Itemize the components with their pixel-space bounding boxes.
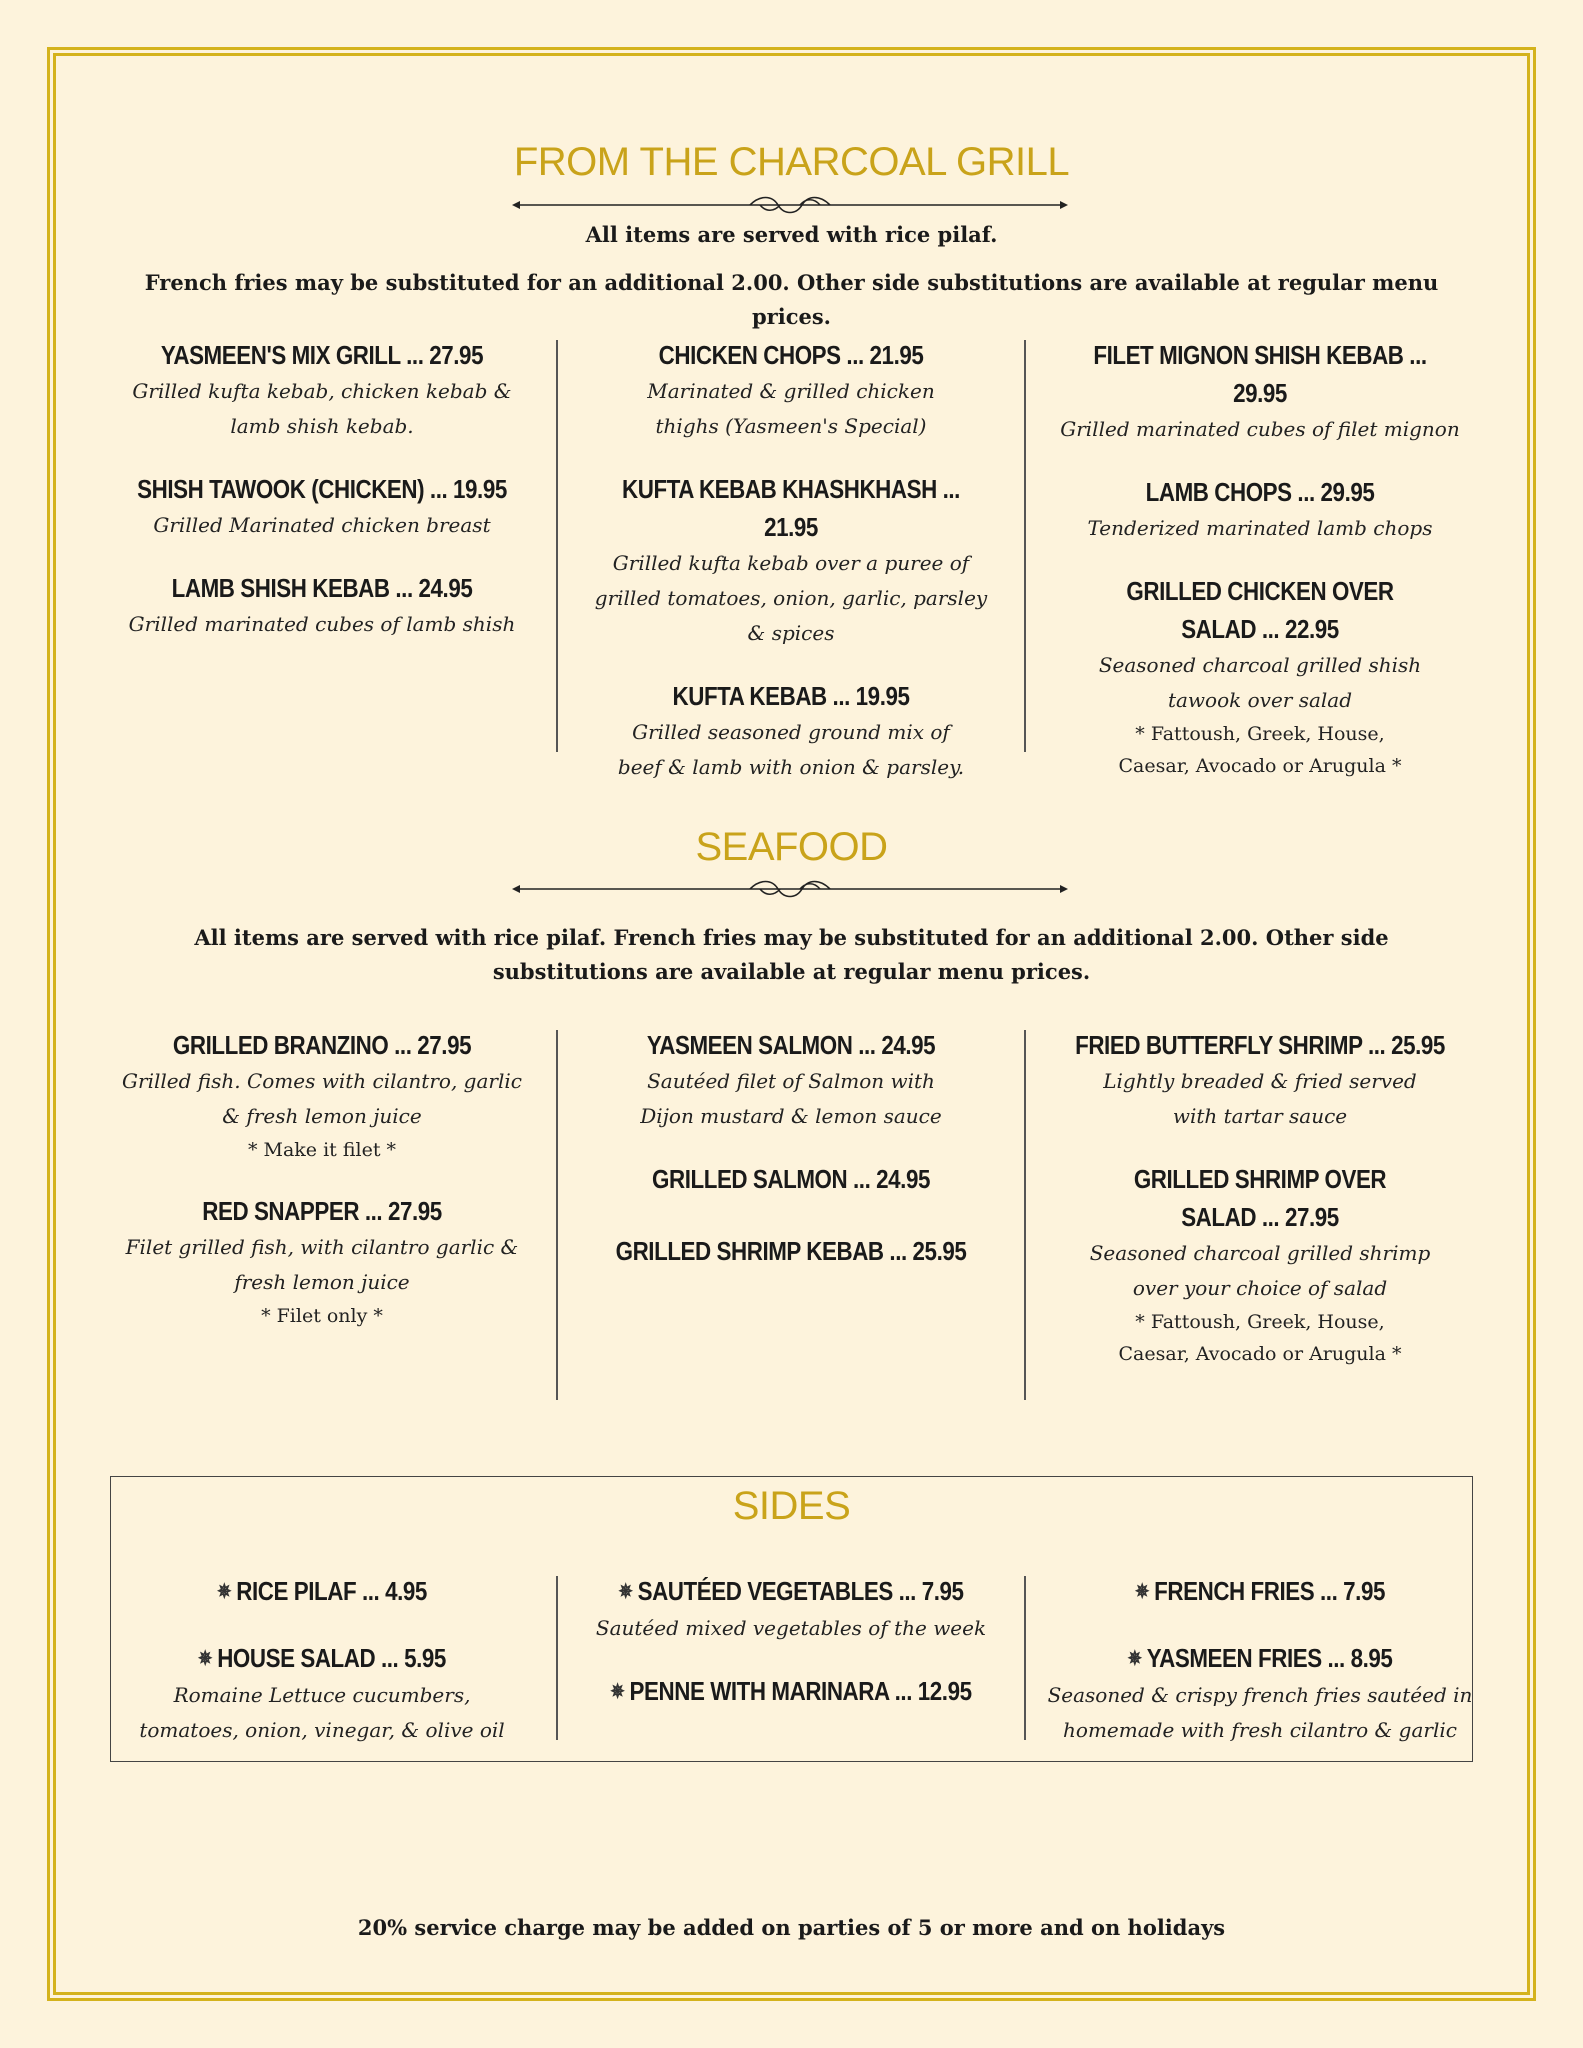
seafood-note: All items are served with rice pilaf. French fries may be substituted for an additional 2.00. Other side substitutions are available at regular menu prices.: [194, 925, 1389, 984]
seafood-column-1: [102, 1026, 542, 1358]
star-bullet-icon: ✵: [618, 1581, 633, 1603]
menu-item: [1040, 1026, 1480, 1134]
item-name: ✵ SAUTÉED VEGETABLES ... 7.95: [602, 1572, 980, 1611]
menu-item: [102, 1639, 542, 1748]
menu-item: [571, 677, 1011, 785]
item-desc: Romaine Lettuce cucumbers, tomatoes, onion, vinegar, & olive oil: [139, 1683, 505, 1742]
section-title-sides: SIDES: [732, 1484, 851, 1528]
item-name: YASMEEN'S MIX GRILL ... 27.95: [160, 340, 484, 370]
item-desc: Grilled kufta kebab over a puree of grilled tomatoes, onion, garlic, parsley & spices: [594, 551, 988, 645]
menu-item: [571, 1160, 1011, 1198]
item-desc: Grilled marinated cubes of lamb shish: [128, 612, 516, 636]
item-name: ✵ RICE PILAF ... 4.95: [133, 1572, 511, 1611]
item-name: SHISH TAWOOK (CHICKEN) ... 19.95: [137, 474, 507, 504]
divider-ornament-icon: [510, 192, 1070, 218]
item-desc: Grilled marinated cubes of filet mignon: [1060, 417, 1460, 441]
menu-item: [571, 1572, 1011, 1646]
seafood-column-3: [1040, 1026, 1480, 1396]
item-name: YASMEEN SALMON ... 24.95: [646, 1030, 936, 1060]
item-name: GRILLED SHRIMP KEBAB ... 25.95: [615, 1236, 967, 1266]
menu-item: [102, 1026, 542, 1166]
item-name: LAMB CHOPS ... 29.95: [1145, 477, 1375, 507]
item-name: RED SNAPPER ... 27.95: [202, 1196, 442, 1226]
column-divider: [1024, 1576, 1026, 1740]
menu-item: [102, 1572, 542, 1611]
item-desc: Grilled kufta kebab, chicken kebab & lamb shish kebab.: [132, 379, 512, 438]
section-title-grill: FROM THE CHARCOAL GRILL: [513, 140, 1070, 184]
menu-item: [1040, 336, 1480, 447]
grill-column-3: [1040, 336, 1480, 808]
item-name: ✵ YASMEEN FRIES ... 8.95: [1071, 1639, 1449, 1678]
item-name: ✵ PENNE WITH MARINARA ... 12.95: [602, 1672, 980, 1711]
menu-item: [102, 336, 542, 444]
item-desc: Seasoned & crispy french fries sautéed in homemade with fresh cilantro & garlic: [1047, 1683, 1473, 1742]
sides-column-2: [571, 1572, 1011, 1737]
menu-item: [102, 569, 542, 642]
item-desc: Filet grilled fish, with cilantro garlic & fresh lemon juice: [125, 1235, 519, 1294]
item-note: * Make it filet *: [247, 1139, 397, 1161]
star-bullet-icon: ✵: [1127, 1648, 1142, 1670]
menu-item: [1040, 1572, 1480, 1611]
star-bullet-icon: ✵: [217, 1581, 232, 1603]
menu-item: [571, 470, 1011, 651]
menu-item: [571, 336, 1011, 444]
item-name: KUFTA KEBAB ... 19.95: [672, 681, 910, 711]
column-divider: [1024, 340, 1026, 752]
column-divider: [556, 1030, 558, 1400]
item-name: GRILLED BRANZINO ... 27.95: [172, 1030, 472, 1060]
item-note: * Fattoush, Greek, House, Caesar, Avocado or Arugula *: [1118, 1311, 1402, 1365]
column-divider: [1024, 1030, 1026, 1400]
item-name: GRILLED CHICKEN OVER SALAD ... 22.95: [1126, 576, 1394, 644]
item-name: KUFTA KEBAB KHASHKHASH ... 21.95: [622, 474, 960, 542]
column-divider: [556, 1576, 558, 1740]
sides-column-1: [102, 1572, 542, 1774]
item-desc: Sautéed filet of Salmon with Dijon mustard & lemon sauce: [640, 1069, 942, 1128]
grill-note-1: All items are served with rice pilaf.: [585, 222, 998, 247]
menu-item: [571, 1026, 1011, 1134]
item-desc: Marinated & grilled chicken thighs (Yasmeen's Special): [647, 379, 935, 438]
item-name: ✵ FRENCH FRIES ... 7.95: [1071, 1572, 1449, 1611]
section-title-seafood: SEAFOOD: [695, 825, 888, 869]
item-desc: Tenderized marinated lamb chops: [1087, 516, 1433, 540]
item-name: GRILLED SALMON ... 24.95: [652, 1164, 930, 1194]
star-bullet-icon: ✵: [1135, 1581, 1150, 1603]
star-bullet-icon: ✵: [198, 1648, 213, 1670]
item-desc: Seasoned charcoal grilled shrimp over your choice of salad: [1089, 1241, 1431, 1300]
item-note: * Filet only *: [261, 1305, 383, 1327]
star-bullet-icon: ✵: [610, 1681, 625, 1703]
item-name: FRIED BUTTERFLY SHRIMP ... 25.95: [1075, 1030, 1445, 1060]
grill-column-1: [102, 336, 542, 668]
item-name: CHICKEN CHOPS ... 21.95: [658, 340, 924, 370]
divider-ornament-icon: [510, 876, 1070, 902]
grill-note-2: French fries may be substituted for an additional 2.00. Other side substitutions are available at regular menu prices.: [144, 270, 1439, 329]
item-name: ✵ HOUSE SALAD ... 5.95: [133, 1639, 511, 1678]
item-name: GRILLED SHRIMP OVER SALAD ... 27.95: [1133, 1164, 1387, 1232]
item-name: LAMB SHISH KEBAB ... 24.95: [171, 573, 473, 603]
seafood-column-2: [571, 1026, 1011, 1296]
item-desc: Grilled Marinated chicken breast: [153, 513, 491, 537]
menu-item: [102, 470, 542, 543]
item-desc: Sautéed mixed vegetables of the week: [595, 1616, 987, 1640]
column-divider: [556, 340, 558, 752]
item-note: * Fattoush, Greek, House, Caesar, Avocado or Arugula *: [1118, 723, 1402, 777]
item-desc: Grilled fish. Comes with cilantro, garlic & fresh lemon juice: [122, 1069, 522, 1128]
item-desc: Seasoned charcoal grilled shish tawook over salad: [1098, 653, 1422, 712]
grill-column-2: [571, 336, 1011, 811]
item-desc: Grilled seasoned ground mix of beef & lamb with onion & parsley.: [617, 720, 965, 779]
sides-column-3: [1040, 1572, 1480, 1774]
menu-item: [571, 1672, 1011, 1711]
menu-item: [1040, 473, 1480, 546]
item-name: FILET MIGNON SHISH KEBAB ... 29.95: [1093, 340, 1427, 408]
menu-item: [1040, 1639, 1480, 1748]
menu-item: [102, 1192, 542, 1332]
menu-item: [571, 1232, 1011, 1270]
item-desc: Lightly breaded & fried served with tartar sauce: [1103, 1069, 1417, 1128]
menu-item: [1040, 572, 1480, 782]
service-charge-note: 20% service charge may be added on parties of 5 or more and on holidays: [357, 1915, 1226, 1940]
menu-item: [1040, 1160, 1480, 1370]
